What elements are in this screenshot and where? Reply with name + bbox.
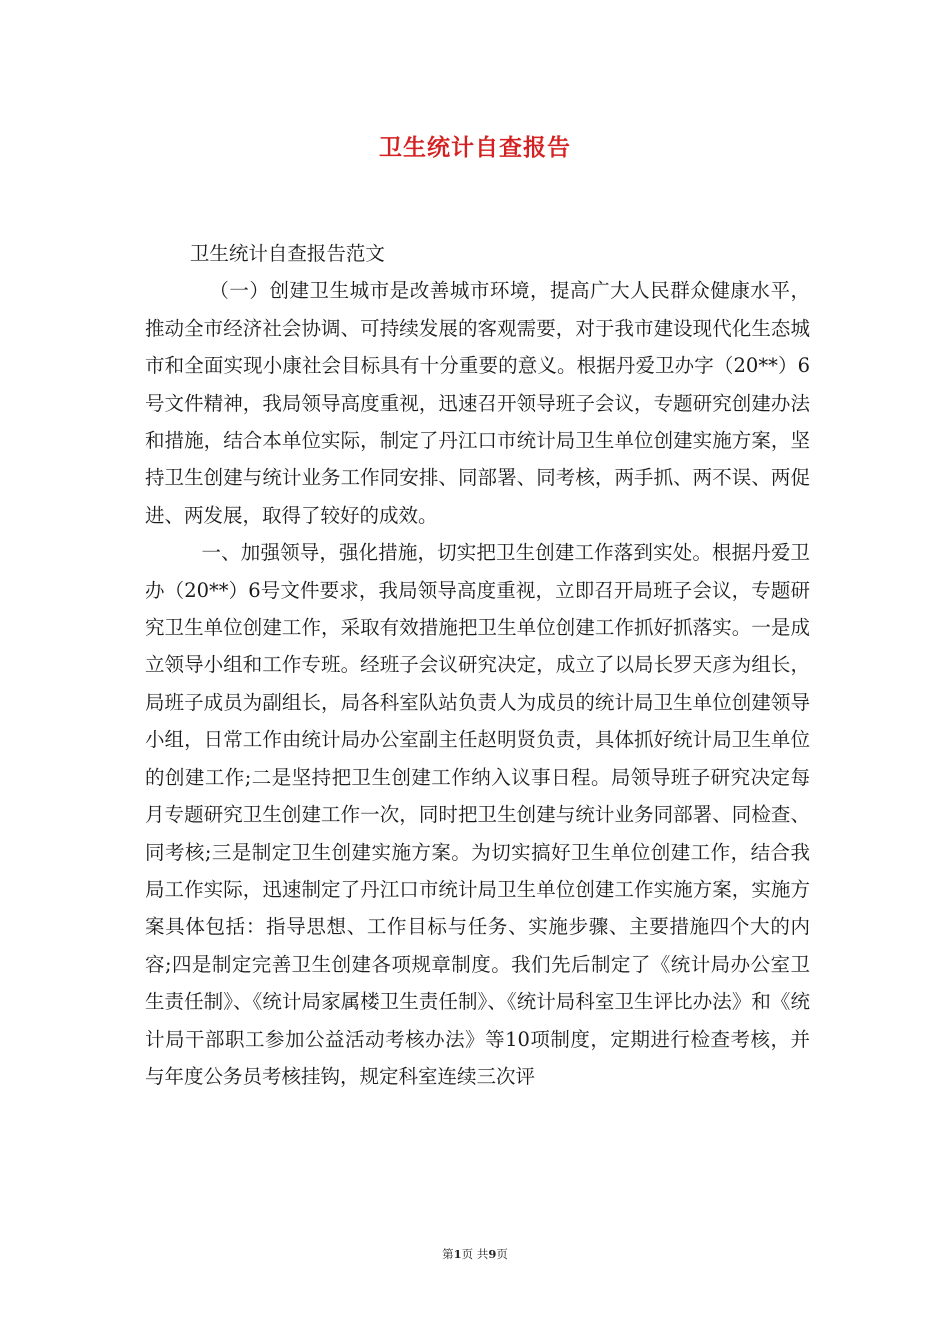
body-paragraph: （一）创建卫生城市是改善城市环境，提高广大人民群众健康水平，推动全市经济社会协调、可持续发展的客观需要，对于我市建设现代化生态城市和全面实现小康社会目标具有十分重要的意义。根据丹爱卫办字（20**）6号文件精神，我局领导高度重视，迅速召开领导班子会议，专题研究创建办法和措施，结合本单位实际，制定了丹江口市统计局卫生单位创建实施方案，坚持卫生创建与统计业务工作同安排、同部署、同考核，两手抓、两不误、两促进、两发展，取得了较好的成效。 (145, 279, 810, 527)
footer-middle: 页 共 (461, 1247, 489, 1261)
document-title: 卫生统计自查报告 (379, 134, 571, 161)
footer-total-pages: 9 (488, 1247, 497, 1261)
page-footer (0, 1246, 950, 1262)
footer-suffix: 页 (496, 1247, 508, 1261)
footer-page-number: 1 (453, 1247, 462, 1261)
body-paragraph: 一、加强领导，强化措施，切实把卫生创建工作落到实处。根据丹爱卫办（20**）6号文件要求，我局领导高度重视，立即召开局班子会议，专题研究卫生单位创建工作，采取有效措施把卫生单位创建工作抓好抓落实。一是成立领导小组和工作专班。经班子会议研究决定，成立了以局长罗天彦为组长，局班子成员为副组长，局各科室队站负责人为成员的统计局卫生单位创建领导小组，日常工作由统计局办公室副主任赵明贤负责，具体抓好统计局卫生单位的创建工作;二是坚持把卫生创建工作纳入议事日程。局领导班子研究决定每月专题研究卫生创建工作一次，同时把卫生创建与统计业务同部署、同检查、同考核;三是制定卫生创建实施方案。为切实搞好卫生单位创建工作，结合我局工作实际，迅速制定了丹江口市统计局卫生单位创建工作实施方案，实施方案具体包括：指导思想、工作目标与任务、实施步骤、主要措施四个大的内容;四是制定完善卫生创建各项规章制度。我们先后制定了《统计局办公室卫生责任制》、《统计局家属楼卫生责任制》、《统计局科室卫生评比办法》和《统计局干部职工参加公益活动考核办法》等10项制度，定期进行检查考核，并与年度公务员考核挂钩，规定科室连续三次评 (145, 541, 810, 1088)
document-body (145, 235, 810, 1095)
document-subtitle: 卫生统计自查报告范文 (189, 242, 385, 265)
footer-prefix: 第 (442, 1247, 454, 1261)
